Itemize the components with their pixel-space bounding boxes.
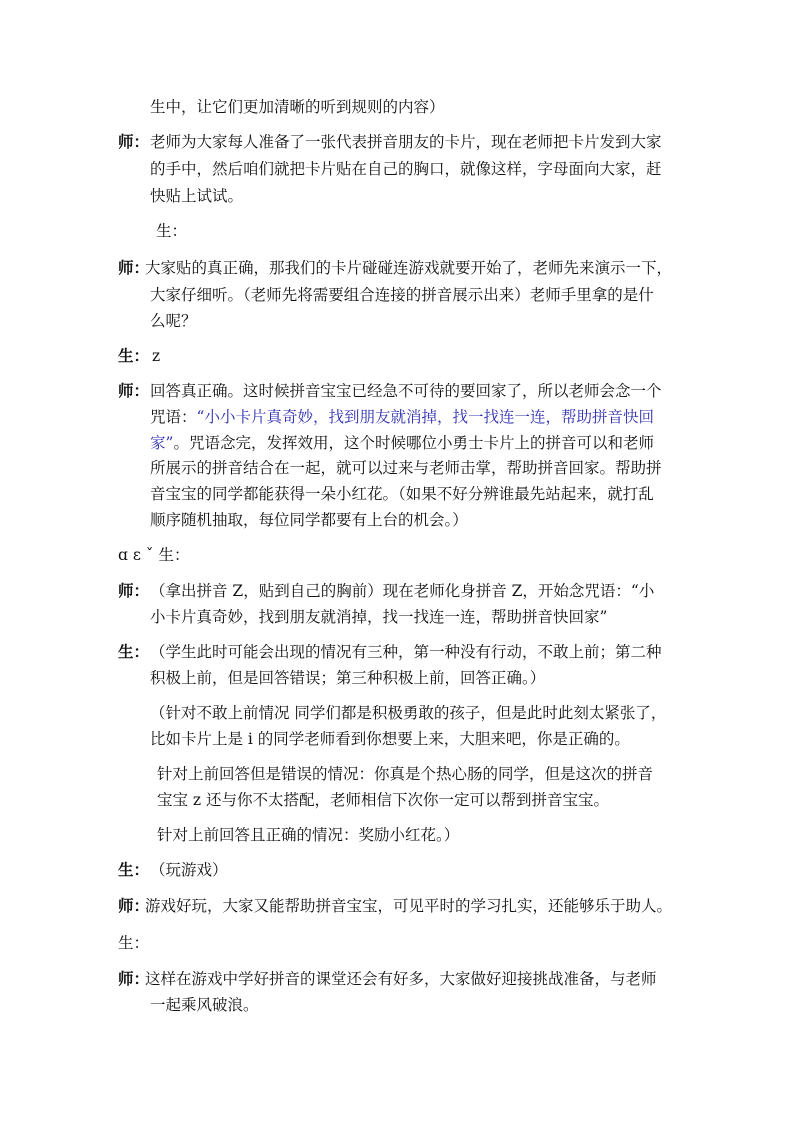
text-line: （针对不敢上前情况 同学们都是积极勇敢的孩子，但是此时此刻太紧张了， — [150, 704, 667, 722]
text-line: 生： — [156, 222, 188, 240]
text-line: 快贴上试试。 — [150, 187, 244, 205]
text-line: 老师为大家每人准备了一张代表拼音朋友的卡片，现在老师把卡片发到大家 — [150, 133, 662, 151]
text-line: （学生此时可能会出现的情况有三种，第一种没有行动，不敢上前；第二种 — [150, 643, 662, 661]
speaker-label: 师： — [118, 381, 150, 400]
text-line: 大家仔细听。（老师先将需要组合连接的拼音展示出来）老师手里拿的是什 — [150, 286, 654, 304]
text-line: 的手中，然后咱们就把卡片贴在自己的胸口，就像这样，字母面向大家，赶 — [150, 160, 662, 178]
text-line — [150, 433, 654, 453]
text-line: 小卡片真奇妙，找到朋友就消掉，找一找连一连，帮助拼音快回家” — [150, 608, 608, 626]
text-line: 这样在游戏中学好拼音的课堂还会有好多，大家做好迎接挑战准备，与老师 — [145, 970, 657, 988]
text-line — [150, 407, 654, 427]
text-line: 游戏好玩，大家又能帮助拼音宝宝，可见平时的学习扎实，还能够乐于助人。 — [145, 897, 673, 915]
text-line: ɑ ɛ ˇ 生： — [118, 546, 190, 564]
text-line: 顺序随机抽取，每位同学都要有上台的机会。） — [150, 511, 468, 529]
speaker-label: 师： — [118, 581, 150, 600]
text-line: （玩游戏） — [150, 861, 228, 879]
text-line: 大家贴的真正确，那我们的卡片碰碰连游戏就要开始了，老师先来演示一下， — [145, 259, 673, 277]
text-line: 生： — [118, 934, 150, 952]
text-line: 生中，让它们更加清晰的听到规则的内容） — [150, 98, 445, 116]
spell-text: “小小卡片真奇妙，找到朋友就消掉，找一找连一连，帮助拼音快回 — [196, 408, 654, 426]
text-line: 一起乘风破浪。 — [150, 996, 259, 1014]
text-line: 回答真正确。这时候拼音宝宝已经急不可待的要回家了，所以老师会念一个 — [150, 382, 662, 400]
speaker-label: 生： — [118, 860, 150, 879]
text-line: 针对上前回答但是错误的情况：你真是个热心肠的同学，但是这次的拼音 — [157, 765, 654, 783]
text-line: （拿出拼音 Z，贴到自己的胸前）现在老师化身拼音 Z，开始念咒语：“小 — [150, 582, 655, 600]
speaker-label: 师： — [118, 132, 150, 151]
text-line: 比如卡片上是 i 的同学老师看到你想要上来，大胆来吧，你是正确的。 — [150, 730, 630, 748]
text-line: 积极上前，但是回答错误；第三种积极上前，回答正确。） — [150, 669, 546, 687]
speaker-label: 师： — [118, 969, 150, 988]
text-line: 音宝宝的同学都能获得一朵小红花。（如果不好分辨谁最先站起来，就打乱 — [150, 485, 654, 503]
speaker-label: 师： — [118, 896, 150, 915]
text-span: 咒语： — [150, 408, 197, 426]
text-line: 宝宝 z 还与你不太搭配，老师相信下次你一定可以帮到拼音宝宝。 — [157, 791, 610, 809]
text-line: 么呢？ — [150, 312, 197, 330]
text-line: z — [152, 347, 161, 365]
text-span: 。咒语念完，发挥效用，这个时候哪位小勇士卡片上的拼音可以和老师 — [173, 434, 654, 452]
speaker-label: 生： — [118, 346, 150, 365]
text-line: 所展示的拼音结合在一起，就可以过来与老师击掌，帮助拼音回家。帮助拼 — [150, 459, 662, 477]
text-line: 针对上前回答且正确的情况：奖励小红花。） — [157, 826, 460, 844]
speaker-label: 师： — [118, 258, 150, 277]
spell-text: 家” — [150, 434, 174, 452]
speaker-label: 生： — [118, 642, 150, 661]
